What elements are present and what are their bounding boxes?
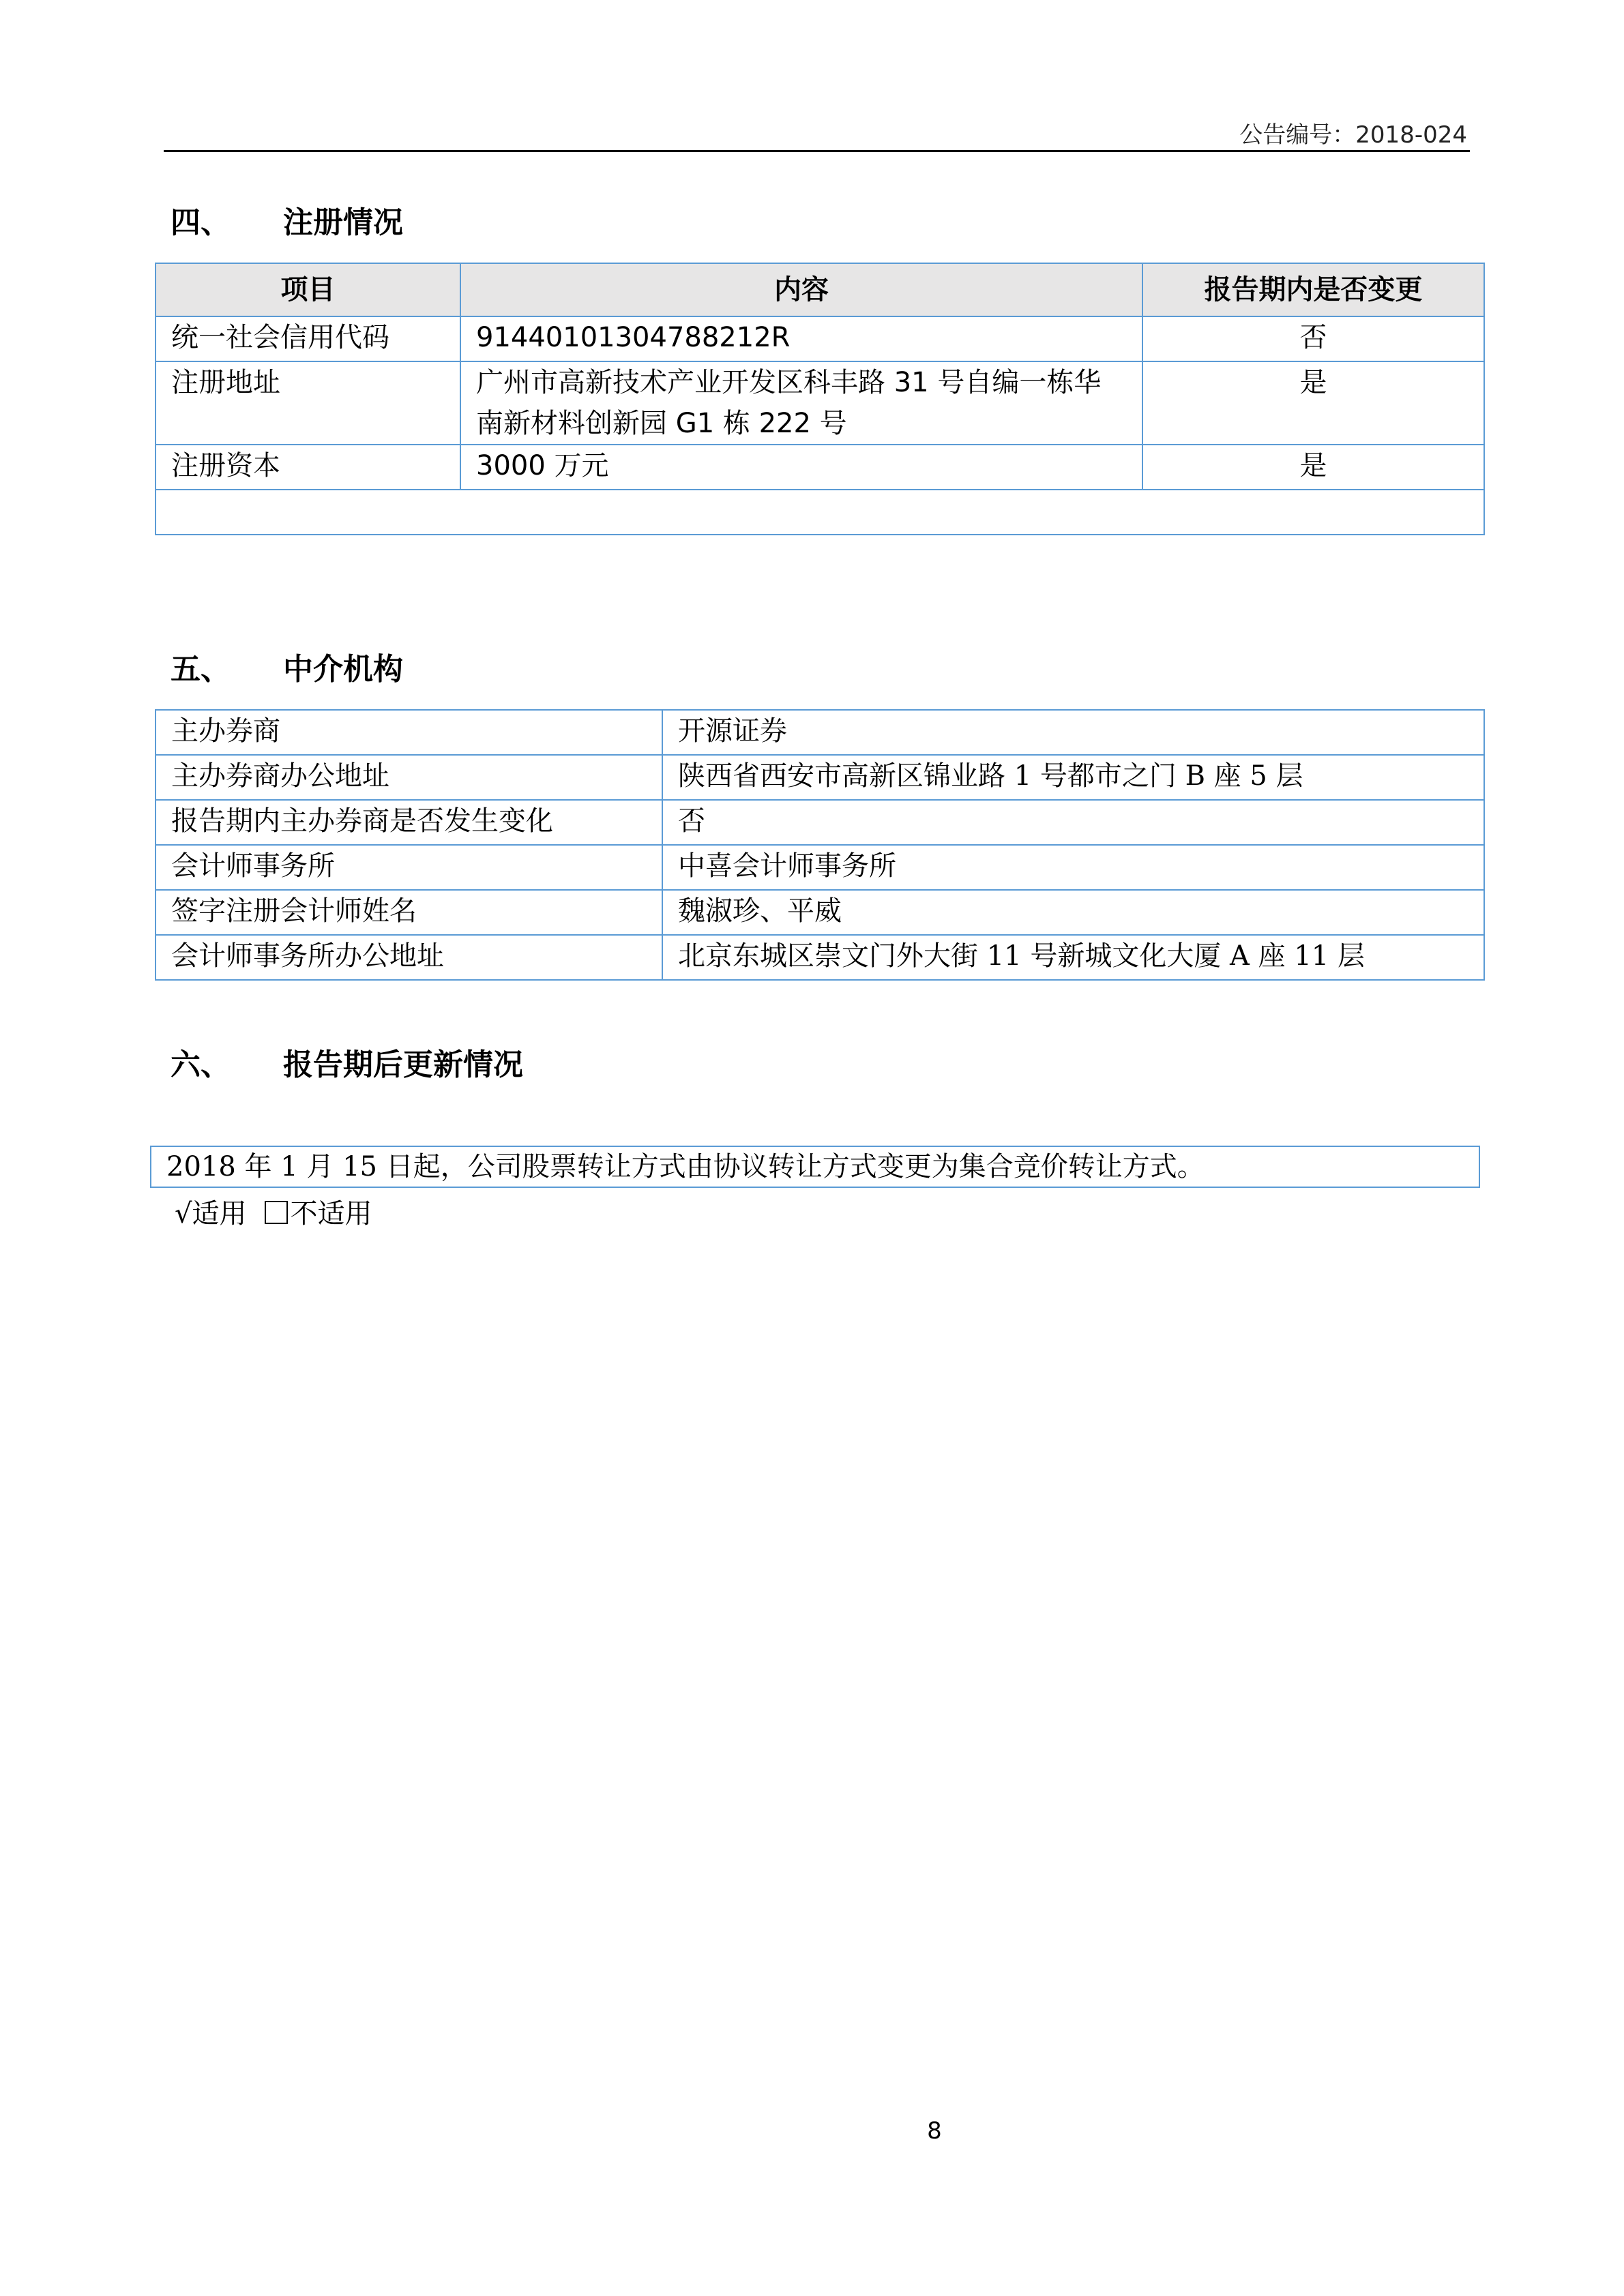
section5-heading [171, 644, 403, 688]
table-row [156, 361, 1484, 445]
section5-title: 中介机构 [283, 652, 403, 687]
section4-heading [171, 198, 403, 241]
cell-label: 注册资本 [156, 445, 460, 490]
applicable-checked-label: √适用 [175, 1198, 247, 1229]
announcement-number: 公告编号：2018-024 [1239, 121, 1467, 149]
cell-value: 陕西省西安市高新区锦业路 1 号都市之门 B 座 5 层 [662, 755, 1484, 800]
cell-label: 签字注册会计师姓名 [156, 890, 662, 935]
table-row [156, 890, 1484, 935]
section4-number: 四、 [171, 205, 231, 240]
cell-label: 会计师事务所 [156, 845, 662, 890]
table-row [156, 755, 1484, 800]
cell-changed: 否 [1142, 316, 1484, 361]
table-header-row [156, 263, 1484, 316]
cell-label: 统一社会信用代码 [156, 316, 460, 361]
empty-cell [156, 490, 1484, 535]
page-number: 8 [927, 2117, 942, 2145]
cell-value: 魏淑珍、平威 [662, 890, 1484, 935]
section6-number: 六、 [171, 1047, 231, 1082]
cell-value: 北京东城区崇文门外大街 11 号新城文化大厦 A 座 11 层 [662, 935, 1484, 980]
unchecked-box-icon [265, 1201, 288, 1224]
cell-value: 广州市高新技术产业开发区科丰路 31 号自编一栋华南新材料创新园 G1 栋 222 号 [460, 361, 1142, 445]
cell-changed: 是 [1142, 445, 1484, 490]
cell-value: 3000 万元 [460, 445, 1142, 490]
cell-label: 主办券商办公地址 [156, 755, 662, 800]
cell-label: 主办券商 [156, 710, 662, 755]
table-row [156, 845, 1484, 890]
section6-title: 报告期后更新情况 [283, 1047, 523, 1082]
applicability-options [175, 1193, 372, 1234]
cell-value: 开源证券 [662, 710, 1484, 755]
cell-changed: 是 [1142, 361, 1484, 445]
section4-title: 注册情况 [283, 205, 403, 240]
header-cell-item: 项目 [156, 263, 460, 316]
table-row [156, 800, 1484, 845]
section6-heading [171, 1040, 523, 1084]
not-applicable-label: 不适用 [290, 1198, 372, 1229]
registration-table [155, 263, 1485, 535]
section5-number: 五、 [171, 652, 231, 687]
header-rule [164, 150, 1470, 152]
cell-label: 会计师事务所办公地址 [156, 935, 662, 980]
cell-value: 91440101304788212R [460, 316, 1142, 361]
cell-value: 否 [662, 800, 1484, 845]
table-row-empty [156, 490, 1484, 535]
cell-label: 注册地址 [156, 361, 460, 445]
cell-value: 中喜会计师事务所 [662, 845, 1484, 890]
table-row [156, 316, 1484, 361]
update-content: 2018 年 1 月 15 日起，公司股票转让方式由协议转让方式变更为集合竞价转让方式。 [166, 1151, 1205, 1182]
table-row [156, 445, 1484, 490]
header-cell-changed: 报告期内是否变更 [1142, 263, 1484, 316]
table-row [156, 935, 1484, 980]
cell-label: 报告期内主办券商是否发生变化 [156, 800, 662, 845]
table-row [156, 710, 1484, 755]
header-cell-content: 内容 [460, 263, 1142, 316]
intermediary-table [155, 709, 1485, 981]
update-content-box [150, 1146, 1480, 1188]
